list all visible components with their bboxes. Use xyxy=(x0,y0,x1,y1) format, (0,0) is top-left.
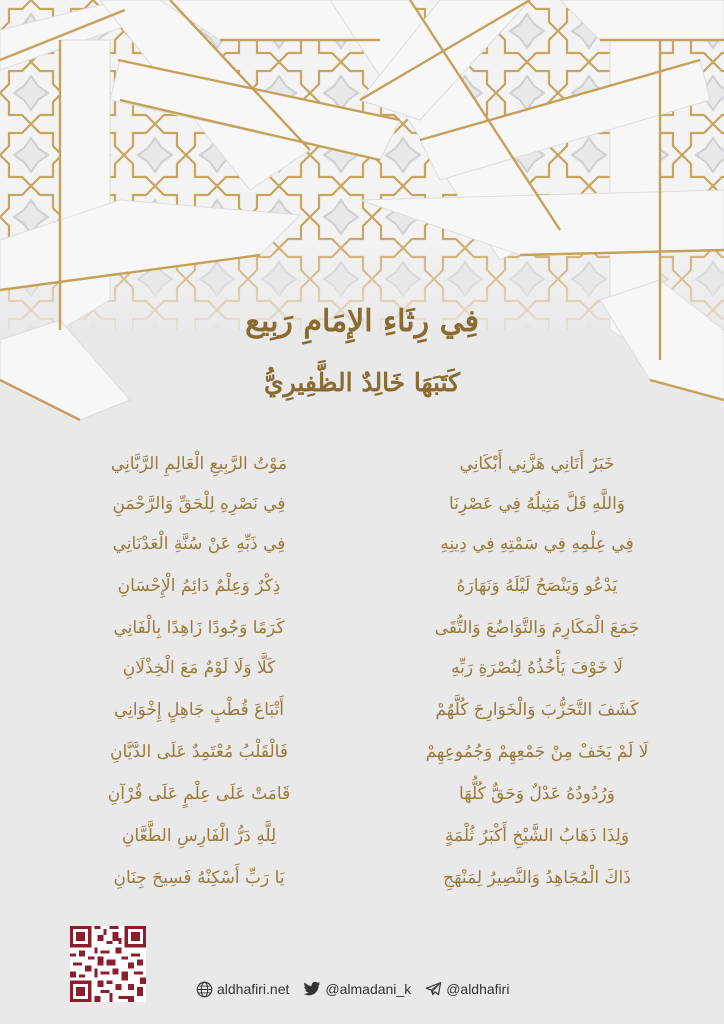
twitter-handle: @almadani_k xyxy=(325,981,412,997)
verse-first-hemistich: خَبَرٌ أَتَانِي هَزَّنِي أَبْكَانِي xyxy=(459,454,615,474)
verse-second-hemistich: فِي نَصْرِهِ لِلْحَقِّ وَالرَّحْمَنِ xyxy=(112,494,286,514)
verse-row xyxy=(58,816,678,856)
verse-first-hemistich: وَلِذَا ذَهَابُ الشَّيْخِ أَكْبَرُ ثُلْمَةٍ xyxy=(444,826,630,846)
verse-second-hemistich: قَامَتْ عَلَى عِلْمٍ عَلَى قُرْآنِ xyxy=(107,784,291,804)
verse-first-hemistich: جَمَعَ الْمَكَارِمَ وَالتَّوَاضُعَ وَالتُّقَى xyxy=(434,618,640,638)
verse-row xyxy=(58,484,678,524)
twitter-link[interactable] xyxy=(303,981,411,997)
verse-first-hemistich: يَدْعُو وَيَنْصَحُ لَيْلَهُ وَنَهَارَهُ xyxy=(456,576,618,596)
verse-second-hemistich: كَرَمًا وَجُودًا زَاهِدًا بِالْفَانِي xyxy=(113,618,285,638)
verse-first-hemistich: لَا لَمْ يَخَفْ مِنْ جَمْعِهِمْ وَجُمُوعِهِمْ xyxy=(425,742,649,762)
verse-row xyxy=(58,732,678,772)
verse-row xyxy=(58,648,678,688)
verse-second-hemistich: ذِكْرٌ وَعِلْمٌ دَائِمُ الْإِحْسَانِ xyxy=(117,576,281,596)
contact-footer xyxy=(196,977,509,1001)
verse-second-hemistich: لِلَّهِ دَرُّ الْفَارِسِ الطَّعَّانِ xyxy=(121,826,277,846)
telegram-handle: @aldhafiri xyxy=(446,981,510,997)
verse-row xyxy=(58,444,678,484)
verse-second-hemistich: أَتْبَاعَ قُطْبٍ جَاهِلٍ إِخْوَانِي xyxy=(113,700,285,720)
verse-second-hemistich: فَالْقَلْبُ مُعْتَمِدٌ عَلَى الدَّيَّانِ xyxy=(110,742,288,762)
poem-author: كَتَبَهَا خَالِدٌ الظَّفِيرِيُّ xyxy=(264,368,460,397)
verse-row xyxy=(58,858,678,898)
verse-first-hemistich: وَرُدُودُهُ عَدْلٌ وَحَقٌّ كُلُّهَا xyxy=(459,784,615,804)
telegram-plane-icon xyxy=(425,981,442,997)
verse-first-hemistich: كَشَفَ التَّحَزُّبَ وَالْخَوَارِجَ كُلَّهُمْ xyxy=(435,700,639,720)
website-text: aldhafiri.net xyxy=(217,981,290,997)
verse-row xyxy=(58,566,678,606)
poem-verses xyxy=(58,444,678,904)
verse-row xyxy=(58,608,678,648)
verse-first-hemistich: لَا خَوْفَ يَأْخُذُهُ لِنُصْرَةِ رَبِّهِ xyxy=(451,658,623,678)
verse-row xyxy=(58,774,678,814)
website-link[interactable] xyxy=(196,981,289,998)
verse-first-hemistich: وَاللَّهِ قَلَّ مَثِيلُهُ فِي عَصْرِنَا xyxy=(448,494,626,514)
globe-icon xyxy=(196,981,213,998)
verse-second-hemistich: فِي ذَبِّهِ عَنْ سُنَّةِ الْعَدْنَانِي xyxy=(112,534,286,554)
twitter-bird-icon xyxy=(303,981,321,997)
telegram-link[interactable] xyxy=(425,981,509,997)
verse-second-hemistich: يَا رَبِّ أَسْكِنْهُ فَسِيحَ جِنَانِ xyxy=(113,868,285,888)
verse-row xyxy=(58,524,678,564)
poem-title: فِي رِثَاءِ الإِمَامِ رَبِيع xyxy=(245,304,479,339)
verse-first-hemistich: فِي عِلْمِهِ فِي سَمْتِهِ فِي دِينِهِ xyxy=(440,534,634,554)
qr-code[interactable] xyxy=(70,926,146,1002)
verse-row xyxy=(58,690,678,730)
verse-second-hemistich: مَوْتُ الرَّبِيعِ الْعَالِمِ الرَّبَّانِي xyxy=(110,454,288,474)
verse-second-hemistich: كَلَّا وَلَا لَوْمٌ مَعَ الْخِذْلَانِ xyxy=(122,658,276,678)
verse-first-hemistich: ذَاكَ الْمُجَاهِدُ وَالنَّصِيرُ لِمَنْهَجِ xyxy=(443,868,631,888)
